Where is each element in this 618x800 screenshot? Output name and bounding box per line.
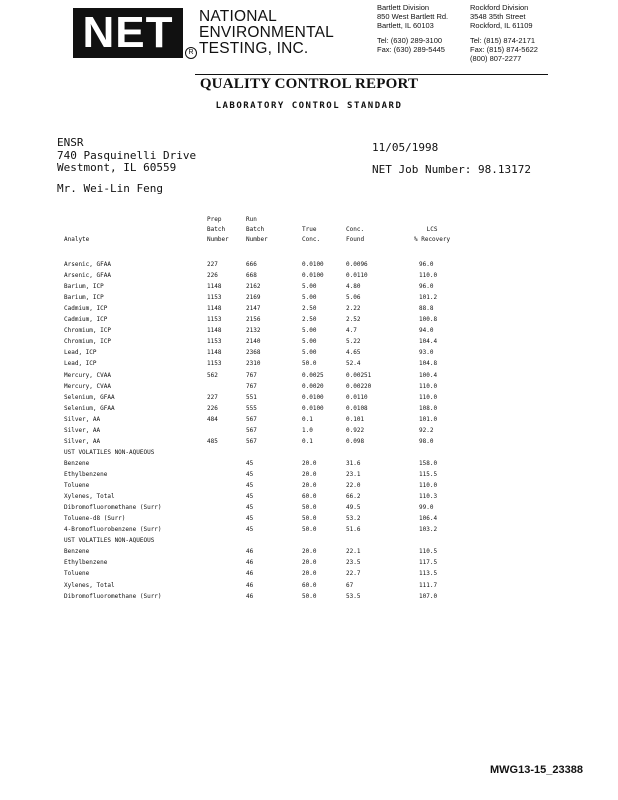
cell-analyte: Lead, ICP (64, 360, 97, 368)
cell-lcs-recovery: 100.4 (419, 371, 438, 379)
cell-run-batch: 551 (246, 393, 257, 401)
cell-lcs-recovery: 106.4 (419, 515, 438, 523)
table-row (0, 347, 618, 358)
header-conc-found (346, 225, 364, 245)
cell-lcs-recovery: 104.4 (419, 338, 438, 346)
cell-run-batch: 46 (246, 581, 254, 589)
cell-lcs-recovery: 88.8 (419, 305, 434, 313)
cell-conc-found: 4.65 (346, 349, 361, 357)
cell-conc-found: 23.1 (346, 471, 361, 478)
job-number: 98.13172 (477, 163, 531, 176)
cell-true-conc: 60.0 (302, 581, 317, 589)
bartlett-address-2: Bartlett, IL 60103 (377, 21, 434, 30)
company-name-line-2: ENVIRONMENTAL (199, 24, 334, 41)
cell-lcs-recovery: 103.2 (419, 526, 438, 534)
cell-run-batch: 2169 (246, 294, 261, 302)
cell-prep-batch: 227 (207, 393, 218, 401)
cell-analyte: Toluene (64, 570, 90, 578)
cell-analyte: Selenium, GFAA (64, 404, 115, 412)
table-section-header (0, 447, 618, 458)
report-date: 11/05/1998 (372, 141, 439, 154)
cell-true-conc: 20.0 (302, 559, 317, 567)
cell-prep-batch: 484 (207, 415, 218, 423)
job-info (372, 137, 531, 181)
company-name-line-1: NATIONAL (199, 8, 277, 25)
cell-true-conc: 0.0025 (302, 371, 324, 379)
cell-analyte: Ethylbenzene (64, 471, 108, 478)
cell-run-batch: 567 (246, 426, 257, 434)
bartlett-address-1: 850 West Bartlett Rd. (377, 12, 449, 21)
cell-conc-found: 0.0110 (346, 272, 368, 280)
rockford-division-name: Rockford Division (470, 3, 529, 12)
cell-true-conc: 60.0 (302, 493, 317, 501)
cell-run-batch: 2147 (246, 305, 261, 313)
header-lcs-recovery (414, 225, 450, 245)
table-row (0, 314, 618, 325)
cell-conc-found: 22.0 (346, 482, 361, 489)
cell-analyte: Selenium, GFAA (64, 393, 115, 401)
cell-conc-found: 53.2 (346, 515, 361, 523)
cell-lcs-recovery: 111.7 (419, 581, 438, 589)
cell-lcs-recovery: 110.0 (419, 393, 438, 401)
company-name-line-3: TESTING, INC. (199, 40, 309, 57)
cell-conc-found: 51.6 (346, 526, 361, 534)
table-row (0, 546, 618, 557)
table-row (0, 436, 618, 447)
job-number-line (372, 159, 531, 181)
cell-analyte: Mercury, CVAA (64, 371, 111, 379)
table-row (0, 513, 618, 524)
cell-conc-found: 22.1 (346, 548, 361, 556)
cell-lcs-recovery: 101.0 (419, 415, 438, 423)
cell-run-batch: 45 (246, 504, 254, 512)
bartlett-division-name: Bartlett Division (377, 3, 430, 12)
cell-conc-found: 2.52 (346, 316, 361, 324)
table-row (0, 502, 618, 513)
table-row (0, 458, 618, 469)
cell-lcs-recovery: 100.8 (419, 316, 438, 324)
cell-true-conc: 20.0 (302, 482, 317, 489)
rockford-division-block (470, 3, 538, 63)
cell-true-conc: 5.00 (302, 294, 317, 302)
table-row (0, 469, 618, 480)
cell-analyte: Lead, ICP (64, 349, 97, 357)
header-run-line-1: Run (246, 216, 257, 223)
cell-true-conc: 2.50 (302, 305, 317, 313)
cell-analyte: Cadmium, ICP (64, 316, 108, 324)
cell-prep-batch: 1148 (207, 349, 222, 357)
cell-conc-found: 0.0110 (346, 393, 368, 401)
cell-analyte: Toluene (64, 482, 90, 489)
cell-analyte: Dibromofluoromethane (Surr) (64, 504, 162, 512)
cell-lcs-recovery: 98.0 (419, 437, 434, 445)
cell-analyte: UST VOLATILES NON-AQUEOUS (64, 537, 155, 545)
cell-prep-batch: 562 (207, 371, 218, 379)
cell-run-batch: 2162 (246, 283, 261, 291)
rockford-fax: Fax: (815) 874-5622 (470, 45, 538, 54)
cell-conc-found: 22.7 (346, 570, 361, 578)
cell-conc-found: 23.5 (346, 559, 361, 567)
cell-true-conc: 20.0 (302, 570, 317, 578)
cell-run-batch: 767 (246, 382, 257, 390)
cell-lcs-recovery: 110.0 (419, 482, 438, 489)
cell-conc-found: 53.5 (346, 592, 361, 600)
header-run-batch (246, 215, 268, 245)
cell-run-batch: 45 (246, 471, 254, 478)
cell-prep-batch: 1148 (207, 327, 222, 335)
cell-run-batch: 45 (246, 515, 254, 523)
table-row (0, 381, 618, 392)
cell-prep-batch: 1153 (207, 360, 222, 368)
header-true-line-2: Conc. (302, 236, 321, 243)
report-title: QUALITY CONTROL REPORT (199, 76, 419, 92)
cell-true-conc: 20.0 (302, 471, 317, 478)
cell-run-batch: 567 (246, 415, 257, 423)
cell-conc-found: 0.0096 (346, 261, 368, 268)
cell-true-conc: 0.0100 (302, 404, 324, 412)
table-row (0, 480, 618, 491)
cell-true-conc: 50.0 (302, 504, 317, 512)
cell-conc-found: 4.7 (346, 327, 357, 335)
table-row (0, 292, 618, 303)
cell-conc-found: 52.4 (346, 360, 361, 368)
table-section-header (0, 535, 618, 546)
cell-analyte: Silver, AA (64, 437, 101, 445)
rockford-tel: Tel: (815) 874-2171 (470, 36, 536, 45)
cell-run-batch: 45 (246, 482, 254, 489)
cell-true-conc: 20.0 (302, 548, 317, 556)
cell-run-batch: 555 (246, 404, 257, 412)
client-company: ENSR (57, 136, 84, 149)
cell-analyte: Dibromofluoromethane (Surr) (64, 592, 162, 600)
cell-lcs-recovery: 110.0 (419, 382, 438, 390)
cell-prep-batch: 1153 (207, 338, 222, 346)
cell-lcs-recovery: 104.8 (419, 360, 438, 368)
report-subtitle: LABORATORY CONTROL STANDARD (215, 101, 403, 111)
cell-true-conc: 5.00 (302, 327, 317, 335)
cell-true-conc: 2.50 (302, 316, 317, 324)
cell-analyte: Ethylbenzene (64, 559, 108, 567)
table-row (0, 370, 618, 381)
table-row (0, 281, 618, 292)
cell-lcs-recovery: 117.5 (419, 559, 438, 567)
table-row (0, 414, 618, 425)
cell-run-batch: 767 (246, 371, 257, 379)
cell-conc-found: 67 (346, 581, 354, 589)
cell-analyte: Toluene-d8 (Surr) (64, 515, 126, 523)
cell-run-batch: 2132 (246, 327, 261, 335)
cell-lcs-recovery: 99.0 (419, 504, 434, 512)
table-row (0, 568, 618, 579)
registered-mark: R (185, 47, 197, 59)
cell-prep-batch: 226 (207, 272, 218, 280)
cell-conc-found: 49.5 (346, 504, 361, 512)
table-row (0, 557, 618, 568)
cell-conc-found: 5.06 (346, 294, 361, 302)
cell-prep-batch: 485 (207, 437, 218, 445)
header-found-line-2: Found (346, 236, 365, 243)
cell-true-conc: 50.0 (302, 360, 317, 368)
cell-lcs-recovery: 115.5 (419, 471, 438, 478)
cell-true-conc: 0.0020 (302, 382, 324, 390)
cell-true-conc: 0.0100 (302, 272, 324, 280)
cell-conc-found: 0.101 (346, 415, 365, 423)
cell-analyte: UST VOLATILES NON-AQUEOUS (64, 448, 155, 456)
header-lcs-line-2: % Recovery (414, 236, 451, 243)
table-row (0, 325, 618, 336)
cell-lcs-recovery: 94.0 (419, 327, 434, 335)
cell-lcs-recovery: 110.5 (419, 548, 438, 556)
header-lcs-line-1: LCS (426, 226, 438, 233)
client-city: Westmont, IL 60559 (57, 161, 177, 174)
cell-lcs-recovery: 113.5 (419, 570, 438, 578)
cell-run-batch: 668 (246, 272, 257, 280)
cell-conc-found: 0.00220 (346, 382, 372, 390)
table-row (0, 524, 618, 535)
cell-run-batch: 46 (246, 548, 254, 556)
cell-true-conc: 50.0 (302, 526, 317, 534)
table-row (0, 358, 618, 369)
job-number-label: NET Job Number: (372, 163, 472, 176)
cell-true-conc: 0.0100 (302, 261, 324, 268)
cell-run-batch: 45 (246, 493, 254, 501)
cell-analyte: Silver, AA (64, 426, 101, 434)
table-row (0, 580, 618, 591)
cell-analyte: Mercury, CVAA (64, 382, 111, 390)
table-row (0, 392, 618, 403)
cell-analyte: Arsenic, GFAA (64, 261, 111, 268)
header-true-conc (302, 225, 320, 245)
cell-lcs-recovery: 101.2 (419, 294, 438, 302)
table-row (0, 303, 618, 314)
bartlett-fax: Fax: (630) 289-5445 (377, 45, 445, 54)
header-true-line-1: True (302, 226, 317, 233)
table-row (0, 425, 618, 436)
cell-prep-batch: 1148 (207, 283, 222, 291)
bartlett-tel: Tel: (630) 289-3100 (377, 36, 443, 45)
cell-run-batch: 567 (246, 437, 257, 445)
cell-conc-found: 66.2 (346, 493, 361, 501)
cell-lcs-recovery: 96.0 (419, 261, 434, 268)
header-prep-line-1: Prep (207, 216, 222, 223)
client-address (57, 137, 196, 175)
cell-conc-found: 31.6 (346, 459, 361, 467)
cell-lcs-recovery: 108.0 (419, 404, 438, 412)
cell-analyte: Silver, AA (64, 415, 101, 423)
cell-run-batch: 46 (246, 559, 254, 567)
cell-conc-found: 2.22 (346, 305, 361, 313)
cell-lcs-recovery: 92.2 (419, 426, 434, 434)
company-logo: NET (73, 8, 183, 58)
cell-lcs-recovery: 110.3 (419, 493, 438, 501)
cell-analyte: Benzene (64, 548, 90, 556)
rockford-address-2: Rockford, IL 61109 (470, 21, 533, 30)
cell-prep-batch: 1148 (207, 305, 222, 313)
cell-conc-found: 4.80 (346, 283, 361, 291)
cell-run-batch: 45 (246, 459, 254, 467)
cell-true-conc: 50.0 (302, 515, 317, 523)
company-name (199, 9, 334, 57)
cell-prep-batch: 227 (207, 261, 218, 268)
table-row (0, 259, 618, 270)
cell-prep-batch: 1153 (207, 316, 222, 324)
header-prep-line-3: Number (207, 236, 229, 243)
cell-analyte: Barium, ICP (64, 294, 104, 302)
header-run-line-3: Number (246, 236, 268, 243)
cell-run-batch: 2156 (246, 316, 261, 324)
cell-true-conc: 0.0100 (302, 393, 324, 401)
cell-conc-found: 5.22 (346, 338, 361, 346)
cell-true-conc: 0.1 (302, 437, 313, 445)
cell-analyte: Cadmium, ICP (64, 305, 108, 313)
header-found-line-1: Conc. (346, 226, 365, 233)
cell-conc-found: 0.922 (346, 426, 365, 434)
cell-analyte: Xylenes, Total (64, 493, 115, 501)
cell-lcs-recovery: 96.0 (419, 283, 434, 291)
cell-true-conc: 1.0 (302, 426, 313, 434)
cell-true-conc: 5.00 (302, 283, 317, 291)
cell-true-conc: 5.00 (302, 349, 317, 357)
cell-analyte: Benzene (64, 459, 90, 467)
header-run-line-2: Batch (246, 226, 265, 233)
rockford-phone-2: (800) 807-2277 (470, 54, 522, 63)
cell-conc-found: 0.0108 (346, 404, 368, 412)
table-row (0, 336, 618, 347)
cell-run-batch: 46 (246, 592, 254, 600)
cell-lcs-recovery: 107.0 (419, 592, 438, 600)
cell-analyte: 4-Bromofluorobenzene (Surr) (64, 526, 162, 534)
cell-true-conc: 20.0 (302, 459, 317, 467)
cell-prep-batch: 1153 (207, 294, 222, 302)
cell-lcs-recovery: 93.0 (419, 349, 434, 357)
client-street: 740 Pasquinelli Drive (57, 148, 197, 162)
cell-true-conc: 0.1 (302, 415, 313, 423)
cell-run-batch: 46 (246, 570, 254, 578)
cell-analyte: Xylenes, Total (64, 581, 115, 589)
cell-analyte: Chromium, ICP (64, 338, 111, 346)
cell-run-batch: 2368 (246, 349, 261, 357)
letterhead-divider (195, 74, 548, 75)
client-attention: Mr. Wei-Lin Feng (57, 182, 163, 195)
table-row (0, 591, 618, 602)
table-row (0, 270, 618, 281)
cell-lcs-recovery: 110.0 (419, 272, 438, 280)
document-id: MWG13-15_23388 (490, 764, 583, 776)
cell-true-conc: 5.00 (302, 338, 317, 346)
cell-run-batch: 2310 (246, 360, 261, 368)
cell-analyte: Arsenic, GFAA (64, 272, 111, 280)
header-prep-batch (207, 215, 229, 245)
header-prep-line-2: Batch (207, 226, 226, 233)
cell-run-batch: 45 (246, 526, 254, 534)
cell-analyte: Barium, ICP (64, 283, 104, 291)
table-row (0, 491, 618, 502)
cell-run-batch: 2140 (246, 338, 261, 346)
table-row (0, 403, 618, 414)
cell-analyte: Chromium, ICP (64, 327, 111, 335)
header-analyte: Analyte (64, 236, 90, 243)
cell-conc-found: 0.00251 (346, 371, 372, 379)
rockford-address-1: 3548 35th Street (470, 12, 526, 21)
cell-true-conc: 50.0 (302, 592, 317, 600)
cell-lcs-recovery: 158.0 (419, 459, 438, 467)
cell-run-batch: 666 (246, 261, 257, 268)
bartlett-division-block (377, 3, 448, 54)
cell-conc-found: 0.098 (346, 437, 365, 445)
cell-prep-batch: 226 (207, 404, 218, 412)
